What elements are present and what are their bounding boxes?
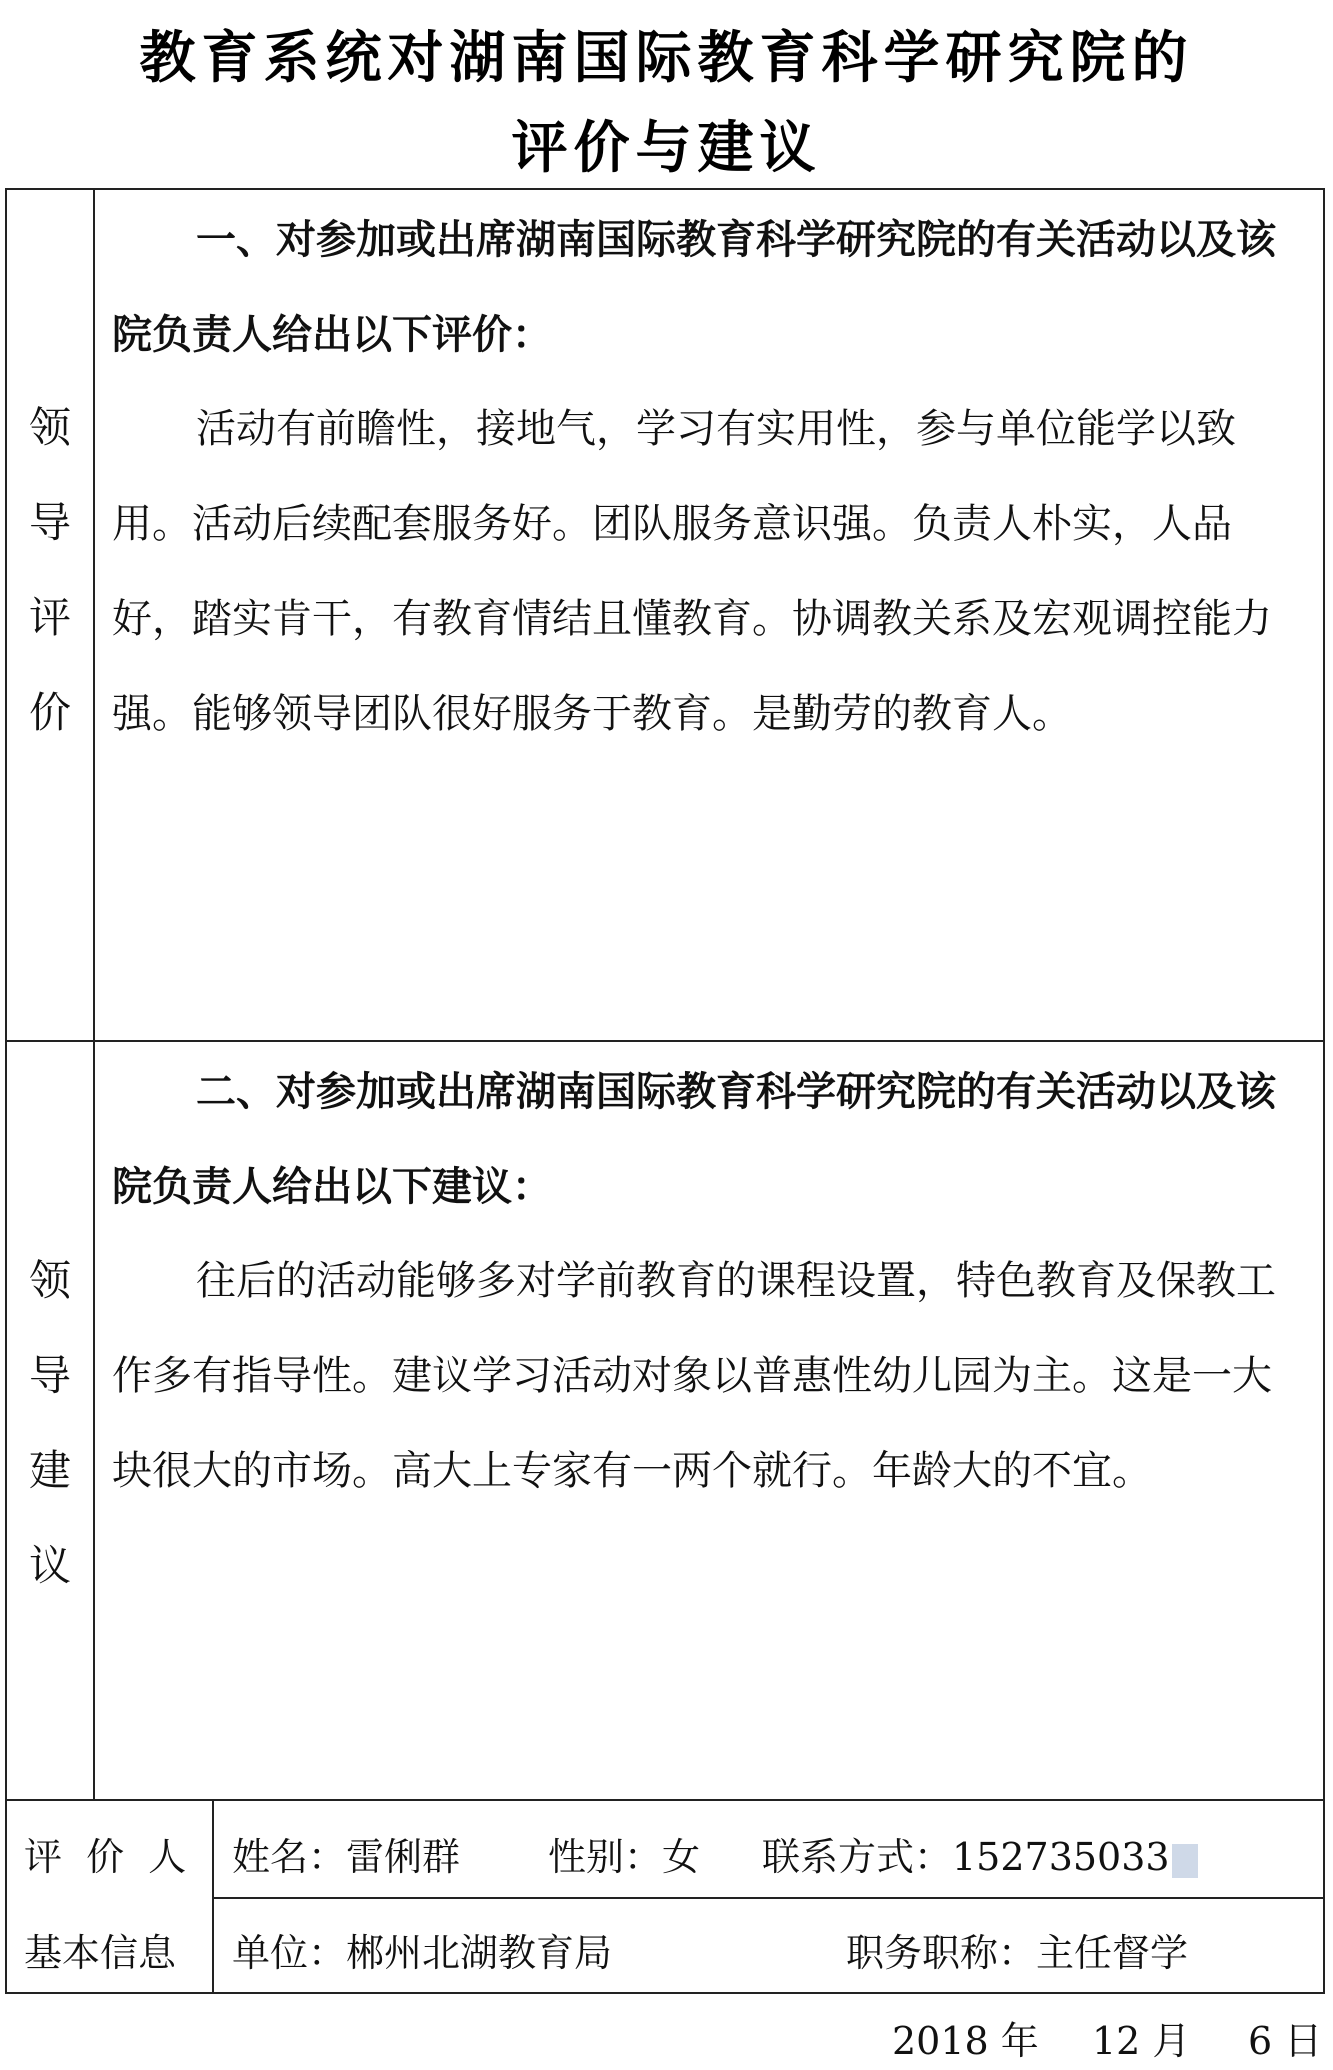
date-day: 6 日 [1248,2019,1323,2063]
info-divider-top [5,1799,1325,1801]
evaluator-contact-row [762,1826,1198,1881]
document-title-line2: 评价与建议 [511,115,822,181]
evaluator-position: 职务职称：主任督学 [846,1931,1189,1975]
date-year: 2018 年 [892,2019,1039,2063]
date-month: 12 月 [1092,2019,1191,2063]
evaluator-name: 姓名：雷俐群 [232,1835,461,1879]
evaluator-contact: 联系方式：152735033 [762,1835,1170,1879]
info-row-divider [212,1897,1325,1899]
side-char: 领 [28,403,71,452]
evaluation-side-label [5,380,95,760]
side-char: 议 [28,1541,71,1590]
evaluation-content [112,192,1308,762]
side-char: 领 [28,1256,71,1305]
side-char: 导 [28,1351,71,1400]
evaluation-heading: 一、对参加或出席湖南国际教育科学研究院的有关活动以及该院负责人给出以下评价： [112,216,1276,358]
suggestion-heading: 二、对参加或出席湖南国际教育科学研究院的有关活动以及该院负责人给出以下建议： [112,1068,1276,1210]
evaluator-gender: 性别：女 [548,1835,701,1879]
evaluator-label-line1: 评 价 人 [24,1835,193,1879]
side-char: 价 [28,688,71,737]
side-char: 导 [28,498,71,547]
suggestion-body: 往后的活动能够多对学前教育的课程设置，特色教育及保教工作多有指导性。建议学习活动对象以普惠性幼儿园为主。这是一大块很大的市场。高大上专家有一两个就行。年龄大的不宜。 [112,1258,1276,1494]
section-divider [5,1040,1325,1042]
redaction-mark [1172,1844,1198,1878]
side-char: 建 [28,1446,71,1495]
document-title-line1: 教育系统对湖南国际教育科学研究院的 [139,25,1194,91]
suggestion-content [112,1044,1308,1519]
evaluator-unit: 单位：郴州北湖教育局 [232,1931,613,1975]
evaluator-label-line2: 基本信息 [24,1931,177,1975]
evaluation-body: 活动有前瞻性，接地气，学习有实用性，参与单位能学以致用。活动后续配套服务好。团队服务意识强。负责人朴实，人品好，踏实肯干，有教育情结且懂教育。协调教关系及宏观调控能力强。能够领导团队很好服务于教育。是勤劳的教育人。 [112,406,1272,737]
side-char: 评 [28,593,71,642]
suggestion-side-label [5,1233,95,1613]
